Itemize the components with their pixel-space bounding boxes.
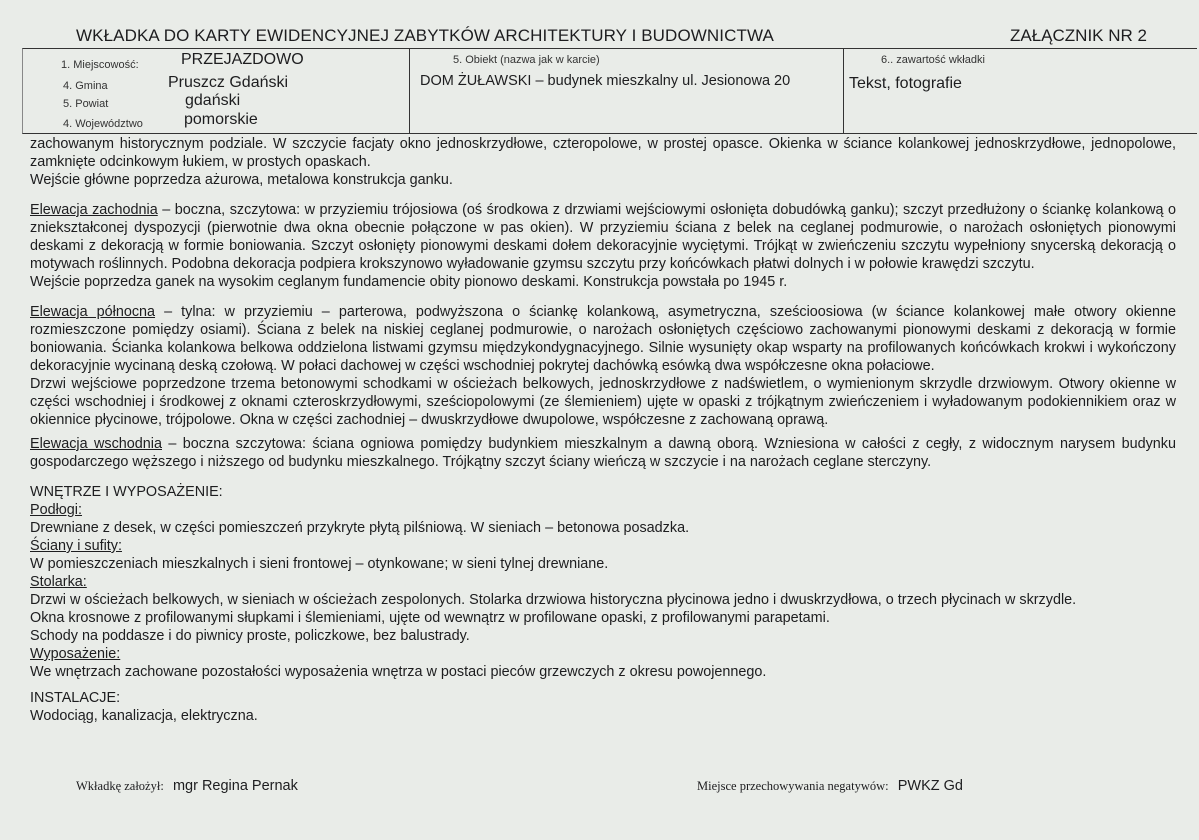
description-body xyxy=(30,135,1176,725)
document-title: WKŁADKA DO KARTY EWIDENCYJNEJ ZABYTKÓW ARCHITEKTURY I BUDOWNICTWA xyxy=(76,26,774,45)
author-value: mgr Regina Pernak xyxy=(172,778,298,794)
installations-heading: INSTALACJE: xyxy=(30,690,121,706)
author-label: Wkładkę założył: xyxy=(76,779,164,793)
north-elevation-paragraph xyxy=(30,303,1176,375)
equipment-text: We wnętrzach zachowane pozostałości wyposażenia wnętrza w postaci pieców grzewczych z okresu powojennego. xyxy=(30,664,767,680)
paragraph: Wejście poprzedza ganek na wysokim ceglanym fundamencie obity pionowo deskami. Konstrukcja powstała po 1945 r. xyxy=(30,274,788,290)
walls-text: W pomieszczeniach mieszkalnych i sieni frontowej – otynkowane; w sieni tylnej drewniane. xyxy=(30,556,609,572)
west-elevation-heading: Elewacja zachodnia xyxy=(30,202,158,218)
metadata-table xyxy=(22,48,1197,134)
voivodeship-value: pomorskie xyxy=(184,111,258,128)
contents-label: 6.. zawartość wkładki xyxy=(881,54,985,66)
joinery-text: Drzwi w ościeżach belkowych, w sieniach w ościeżach zespolonych. Stolarka drzwiowa historyczna płycinowa jedno i dwuskrzydłowa, o trzech płycinach w skrzydle. xyxy=(30,592,1077,608)
paragraph: Wejście główne poprzedza ażurowa, metalowa konstrukcja ganku. xyxy=(30,172,453,188)
west-elevation-text: – boczna, szczytowa: w przyziemiu trójosiowa (oś środkowa z drzwiami wejściowymi osłonięta dobudówką ganku); szczyt przedłużony o ściankę kolankową o zniekształconej dyspozycji (pierwotnie dwa okna obecnie połączone w pas okien). W przyziemiu ściana z belek na ceglanej podmurowie, o narożach osłoniętych pionowymi deskami z dekoracją w formie boniowania. Szczyt osłonięty pionowymi deskami dołem dekoracyjnie wyciętymi. Trójkąt w zwieńczeniu szczytu wypełniony snycerską dekoracją o motywach roślinnych. Podobna dekoracja podpiera krokszynowo wyładowanie gzymsu szczytu przy końcówkach płatwi dolnych i w połowie krawędzi szczytu. xyxy=(30,202,1176,272)
column-divider xyxy=(843,49,844,133)
column-divider xyxy=(409,49,410,133)
paragraph: zachowanym historycznym podziale. W szczycie facjaty okno jednoskrzydłowe, czteropolowe, w prostej opasce. Okienka w ściance kolankowej jednoskrzydłowe, jednopolowe, zamknięte odcinkowym łukiem, w prostych opaskach. xyxy=(30,136,1176,170)
floors-heading: Podłogi: xyxy=(30,502,83,518)
east-elevation-text: – boczna szczytowa: ściana ogniowa pomiędzy budynkiem mieszkalnym a dawną oborą. Wzniesiona w całości z cegły, z widocznym narysem budynku gospodarczego węższego i niższego od budynku mieszkalnego. Trójkątny szczyt ściany wieńczą w szczycie i na narożach ceglane sterczyny. xyxy=(30,436,1176,470)
equipment-heading: Wyposażenie: xyxy=(30,646,121,662)
powiat-label: 5. Powiat xyxy=(63,98,109,110)
west-elevation-paragraph xyxy=(30,201,1176,273)
walls-heading: Ściany i sufity: xyxy=(30,538,122,554)
gmina-value: Pruszcz Gdański xyxy=(168,74,289,91)
paragraph: Drzwi wejściowe poprzedzone trzema betonowymi schodkami w ościeżach belkowych, jednoskrzydłowe z nadświetlem, o wymienionym skrzydle drzwiowym. Otwory okienne w części wschodniej i środkowej z oknami czteroskrzydłowymi, sześciopolowymi (ze ślemieniem) ujęte w opaski z trójkątnym zwieńczeniem i wyładowanym podokiennikiem oraz w okiennice płycinowe, trójpolowe. Okna w części zachodniej – dwuskrzydłowe dwupolowe, współczesne z zachowaną oprawą. xyxy=(30,376,1176,428)
voivodeship-label: 4. Województwo xyxy=(63,118,143,130)
negatives-value: PWKZ Gd xyxy=(897,778,963,794)
installations-text: Wodociąg, kanalizacja, elektryczna. xyxy=(30,708,258,724)
negatives-line xyxy=(697,778,963,794)
east-elevation-heading: Elewacja wschodnia xyxy=(30,436,162,452)
annex-number: ZAŁĄCZNIK NR 2 xyxy=(1010,26,1147,45)
contents-value: Tekst, fotografie xyxy=(849,75,962,92)
interior-heading: WNĘTRZE I WYPOSAŻENIE: xyxy=(30,484,223,500)
locality-value: PRZEJAZDOWO xyxy=(181,51,304,68)
locality-label: 1. Miejscowość: xyxy=(61,59,139,71)
gmina-label: 4. Gmina xyxy=(63,80,108,92)
north-elevation-text: – tylna: w przyziemiu – parterowa, podwyższona o ściankę kolankową, asymetryczna, sześcioosiowa (w ściance kolankowej małe otwory okienne rozmieszczone pomiędzy osiami). Ściana z belek na niskiej ceglanej podmurowie, o narożach osłoniętych częściowo zachowanymi pionowymi deskami z dekoracją w formie boniowania. Ścianka kolankowa belkowa oddzielona listwami gzymsu międzykondygnacyjnego. Silnie wysunięty okap wsparty na profilowanych końcówkach krokwi i wykończony dekoracyjnie wycinaną deską czołową. W połaci dachowej w części wschodniej pokrytej dachówką esówką dwa współczesne okna połaciowe. xyxy=(30,304,1176,374)
powiat-value: gdański xyxy=(185,92,241,109)
joinery-heading: Stolarka: xyxy=(30,574,87,590)
negatives-label: Miejsce przechowywania negatywów: xyxy=(697,779,889,793)
joinery-text: Okna krosnowe z profilowanymi słupkami i ślemieniami, ujęte od wewnątrz w profilowane opaski, z profilowanymi parapetami. xyxy=(30,610,830,626)
floors-text: Drewniane z desek, w części pomieszczeń przykryte płytą pilśniową. W sieniach – betonowa posadzka. xyxy=(30,520,690,536)
north-elevation-heading: Elewacja północna xyxy=(30,304,156,320)
joinery-text: Schody na poddasze i do piwnicy proste, policzkowe, bez balustrady. xyxy=(30,628,470,644)
object-label: 5. Obiekt (nazwa jak w karcie) xyxy=(453,54,600,66)
object-value: DOM ŻUŁAWSKI – budynek mieszkalny ul. Jesionowa 20 xyxy=(420,73,791,89)
east-elevation-paragraph xyxy=(30,435,1176,471)
author-line xyxy=(76,778,298,794)
